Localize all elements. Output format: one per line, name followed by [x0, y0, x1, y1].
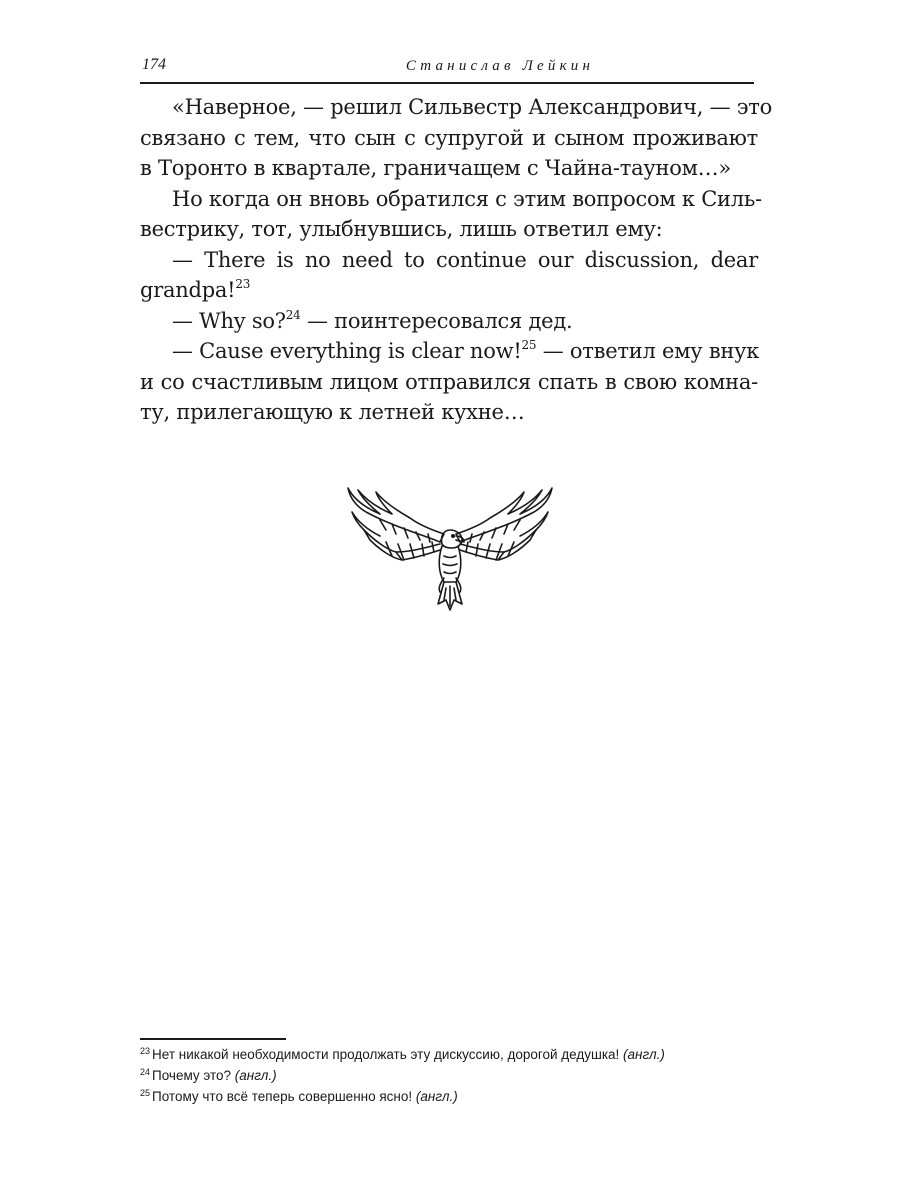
footnotes — [140, 1044, 780, 1107]
text-fragment: grandpa! — [140, 278, 236, 302]
footnote-text: Потому что всё теперь совершенно ясно! — [152, 1089, 416, 1104]
text-line: Но когда он вновь обратился с этим вопросом к Силь- — [172, 186, 762, 211]
footnote-text: Нет никакой необходимости продолжать эту дискуссию, дорогой дедушка! — [152, 1047, 624, 1062]
footnote — [140, 1086, 780, 1107]
footnote-number: 23 — [140, 1045, 151, 1056]
footnote-lang-tag: (англ.) — [234, 1068, 277, 1083]
footnote — [140, 1044, 780, 1065]
footnote-rule — [140, 1038, 286, 1040]
text-line — [140, 306, 758, 337]
text-line: ту, прилегающую к летней кухне… — [140, 400, 525, 424]
page-number: 174 — [142, 56, 166, 73]
text-fragment: — Cause everything is clear now! — [172, 339, 522, 363]
footnote-ref: 24 — [285, 307, 301, 322]
text-line: и со счастливым лицом отправился спать в свою комна- — [140, 369, 758, 394]
running-title: Станислав Лейкин — [405, 58, 595, 74]
footnote-number: 25 — [140, 1087, 151, 1098]
footnote — [140, 1065, 780, 1086]
text-line — [140, 275, 758, 306]
body-text — [140, 92, 773, 428]
footnote-lang-tag: (англ.) — [623, 1047, 665, 1062]
header-rule — [140, 82, 754, 84]
footnote-lang-tag: (англ.) — [415, 1089, 458, 1104]
eagle-illustration — [340, 478, 560, 618]
text-line: «Наверное, — решил Сильвестр Александрович, — это — [172, 95, 773, 119]
text-fragment: — поинтересовался дед. — [300, 308, 573, 333]
text-line: в Торонто в квартале, граничащем с Чайна-тауном…» — [140, 156, 732, 180]
text-line — [140, 336, 758, 367]
footnote-ref: 25 — [521, 338, 537, 352]
text-line: связано с тем, что сын с супругой и сыном проживают — [140, 125, 758, 150]
page-header — [140, 56, 754, 86]
text-fragment: — ответил ему внук — [536, 339, 760, 363]
text-fragment: — Why so? — [172, 308, 286, 333]
footnote-text: Почему это? — [152, 1068, 235, 1083]
footnote-number: 24 — [140, 1066, 151, 1077]
footnote-ref: 23 — [235, 277, 251, 291]
text-line: вестрику, тот, улыбнувшись, лишь ответил ему: — [140, 217, 663, 241]
text-line: — There is no need to continue our discussion, dear — [172, 247, 758, 272]
